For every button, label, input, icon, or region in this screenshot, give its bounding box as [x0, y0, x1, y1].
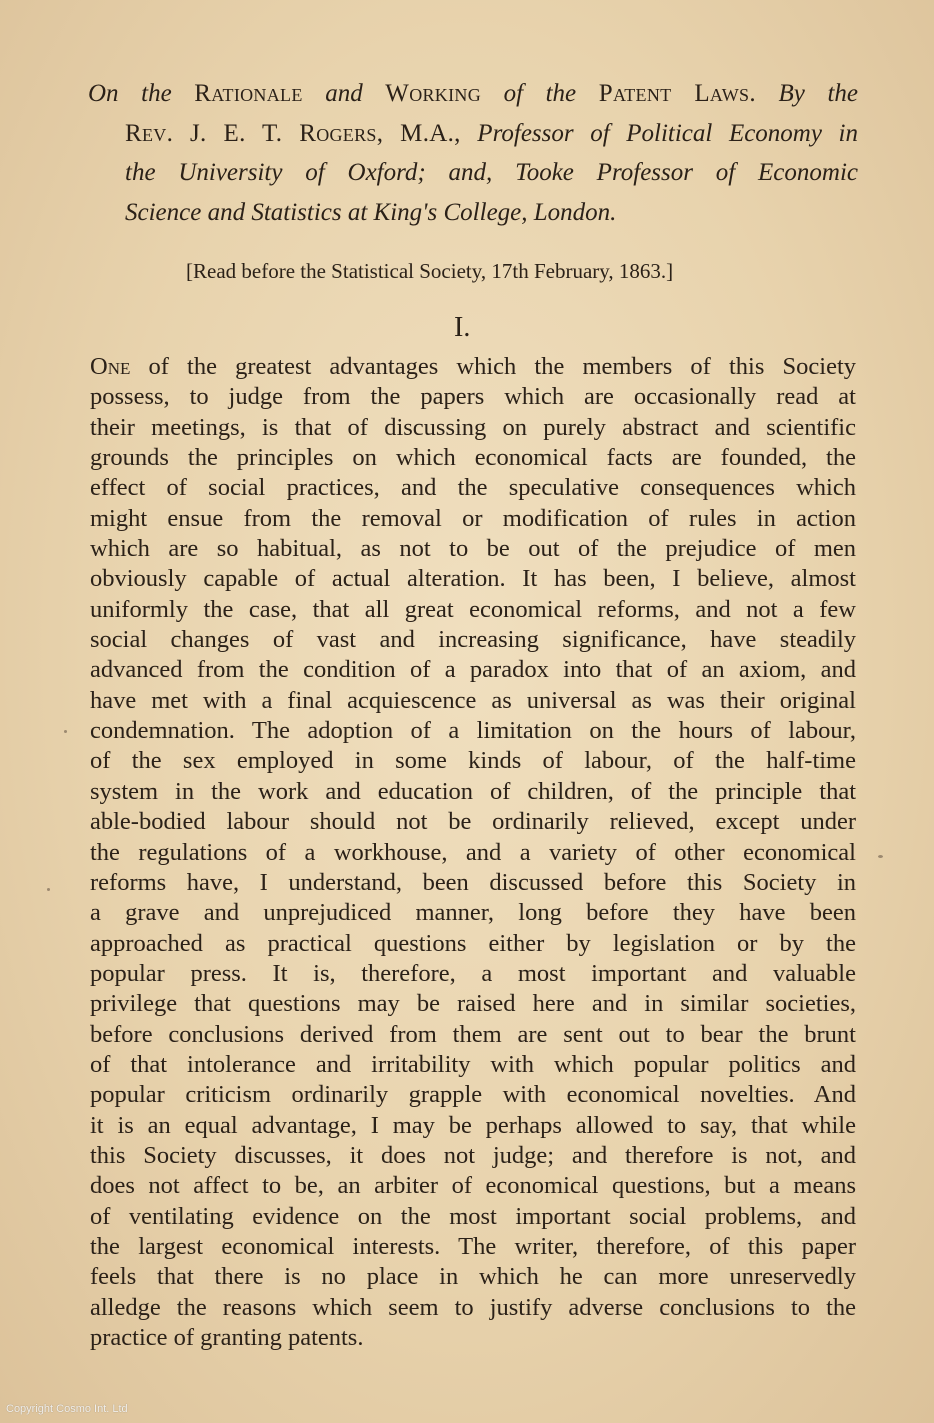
body-line: which are so habitual, as not to be out of the prejudice of men: [90, 535, 856, 563]
body-line: might ensue from the removal or modification of rules in action: [90, 504, 856, 532]
title-text: and: [302, 80, 386, 107]
body-line: advanced from the condition of a paradox into that of an axiom, and: [90, 656, 856, 684]
title-rationale: Rationale: [194, 80, 303, 107]
body-line: condemnation. The adoption of a limitation on the hours of labour,: [90, 717, 856, 745]
body-line: grounds the principles on which economical facts are founded, the: [90, 444, 856, 472]
title-patent-laws: Patent Laws.: [598, 80, 756, 107]
body-line: system in the work and education of children, of the principle that: [90, 777, 856, 805]
body-line: social changes of vast and increasing significance, have steadily: [90, 626, 856, 654]
title-text: On the: [88, 80, 195, 107]
paper-speck: [878, 855, 883, 858]
body-line: possess, to judge from the papers which are occasionally read at: [90, 383, 856, 411]
body-line: able-bodied labour should not be ordinarily relieved, except under: [90, 808, 856, 836]
title-text: By the: [755, 80, 858, 107]
body-line: a grave and unprejudiced manner, long before they have been: [90, 899, 856, 927]
body-line: alledge the reasons which seem to justify adverse conclusions to the: [90, 1293, 856, 1321]
body-line: popular criticism ordinarily grapple with economical novelties. And: [90, 1081, 856, 1109]
body-line: uniformly the case, that all great economical reforms, and not a few: [90, 595, 856, 623]
read-note: [Read before the Statistical Society, 17th February, 1863.]: [186, 259, 674, 283]
body-line: the regulations of a workhouse, and a variety of other economical: [90, 838, 856, 866]
author-name: Rev. J. E. T. Rogers, M.A.,: [125, 119, 461, 147]
body-line: privilege that questions may be raised here and in similar societies,: [90, 990, 856, 1018]
author-affiliation: Professor of Political Economy in: [460, 119, 859, 147]
title-line-4: Science and Statistics at King's College, London.: [125, 198, 617, 226]
paper-speck: [47, 888, 50, 891]
body-line: [90, 352, 856, 382]
title-working: Working: [385, 80, 481, 107]
body-line: reforms have, I understand, been discussed before this Society in: [90, 868, 856, 896]
body-line: approached as practical questions either by legislation or by the: [90, 929, 856, 957]
body-line: of the sex employed in some kinds of labour, of the half-time: [90, 747, 856, 775]
title-text: of the: [481, 80, 599, 107]
body-line: popular press. It is, therefore, a most important and valuable: [90, 959, 856, 987]
title-line-3: the University of Oxford; and, Tooke Professor of Economic: [125, 159, 858, 186]
body-line: effect of social practices, and the speculative consequences which: [90, 474, 856, 502]
title-line-2: [88, 114, 858, 154]
article-title: [88, 74, 858, 232]
body-line: of that intolerance and irritability with which popular politics and: [90, 1050, 856, 1078]
body-line: of ventilating evidence on the most important social problems, and: [90, 1202, 856, 1230]
body-line-text: of the greatest advantages which the members of this Society: [130, 353, 856, 380]
body-line: their meetings, is that of discussing on purely abstract and scientific: [90, 413, 856, 441]
body-paragraph: [90, 352, 856, 1353]
body-line: the largest economical interests. The writer, therefore, of this paper: [90, 1232, 856, 1260]
paper-speck: [64, 730, 67, 733]
body-line: does not affect to be, an arbiter of economical questions, but a means: [90, 1172, 856, 1200]
body-line: have met with a final acquiescence as universal as was their original: [90, 686, 856, 714]
body-line: it is an equal advantage, I may be perhaps allowed to say, that while: [90, 1111, 856, 1139]
body-line: this Society discusses, it does not judge; and therefore is not, and: [90, 1141, 856, 1169]
body-line: feels that there is no place in which he can more unreservedly: [90, 1263, 856, 1291]
section-number: I.: [454, 312, 471, 343]
first-word: One: [90, 353, 131, 380]
body-line: practice of granting patents.: [90, 1324, 364, 1351]
copyright-watermark: Copyright Cosmo Int. Ltd: [6, 1403, 128, 1415]
body-line: obviously capable of actual alteration. It has been, I believe, almost: [90, 565, 856, 593]
body-line: before conclusions derived from them are sent out to bear the brunt: [90, 1020, 856, 1048]
title-line-1: [88, 74, 858, 114]
